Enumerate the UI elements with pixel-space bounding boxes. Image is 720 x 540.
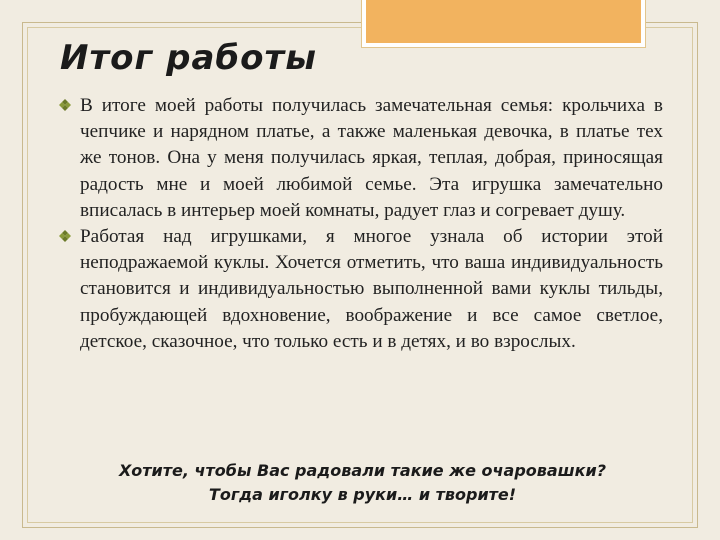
bullet-item bbox=[58, 224, 663, 355]
closing-message bbox=[60, 459, 665, 507]
diamond-bullet-icon bbox=[58, 98, 72, 112]
bullet-text: В итоге моей работы получилась замечательная семья: крольчиха в чепчике и нарядном платье, а также маленькая девочка, в платье тех же тонов. Она у меня получилась яркая, теплая, добрая, приносящая радость мне и моей любимой семье. Эта игрушка замечательно вписалась в интерьер моей комнаты, радует глаз и согревает душу. bbox=[80, 95, 663, 221]
diamond-bullet-icon bbox=[58, 229, 72, 243]
bullet-text: Работая над игрушками, я многое узнала об истории этой неподражаемой куклы. Хочется отметить, что ваша индивидуальность становится и индивидуальностью выполненной вами куклы тильды, пробуждающей вдохновение, воображение и все самое светлое, детское, сказочное, что только есть и в детях, и во взрослых. bbox=[80, 226, 663, 352]
bullet-list bbox=[58, 93, 663, 355]
accent-tab bbox=[362, 0, 645, 47]
closing-line-2: Тогда иголку в руки… и творите! bbox=[208, 485, 517, 504]
slide-title: Итог работы bbox=[60, 38, 317, 78]
bullet-item bbox=[58, 93, 663, 224]
closing-line-1: Хотите, чтобы Вас радовали такие же очаровашки? bbox=[118, 461, 607, 480]
